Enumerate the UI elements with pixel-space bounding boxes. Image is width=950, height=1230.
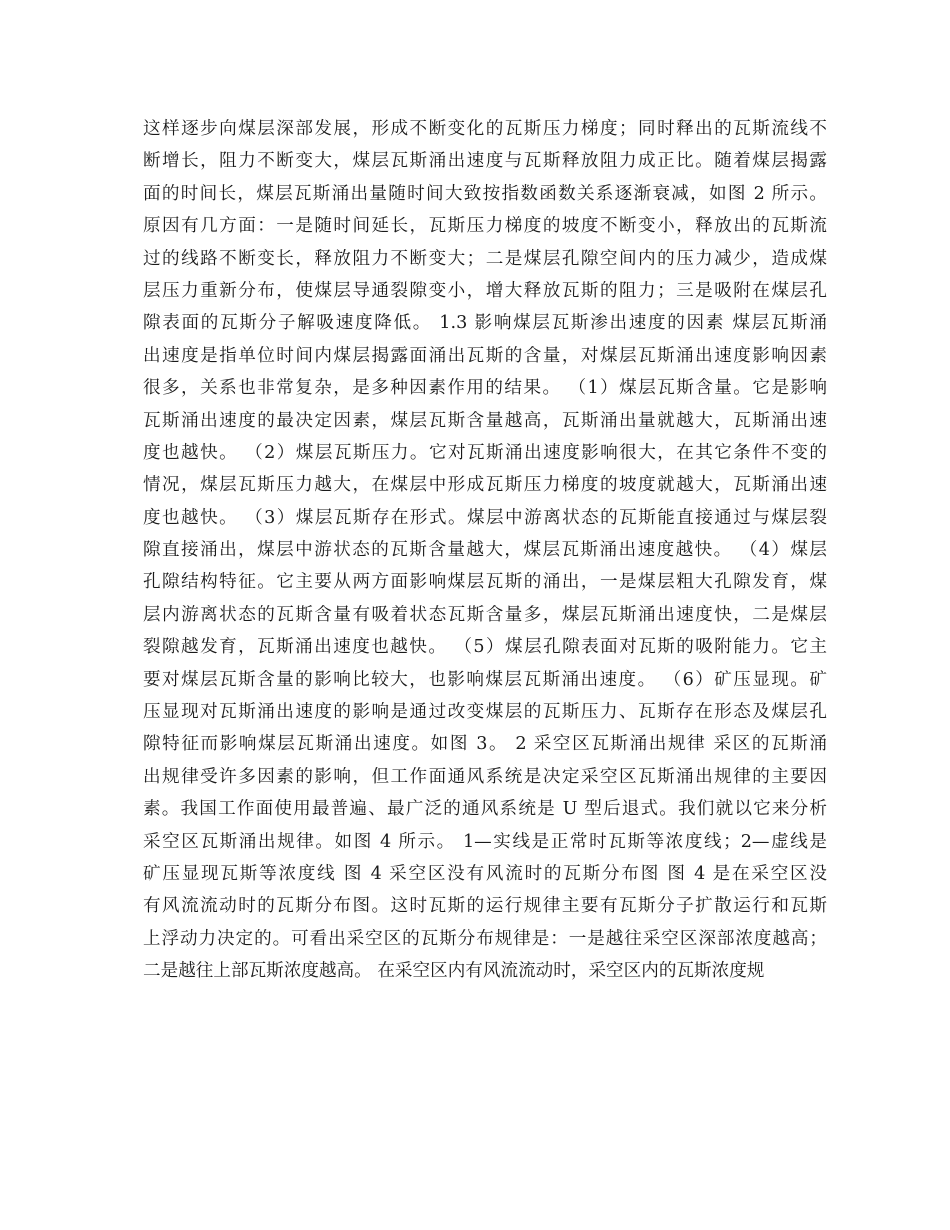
text-line: 情况，煤层瓦斯压力越大，在煤层中形成瓦斯压力梯度的坡度就越大，瓦斯涌出速: [143, 475, 827, 496]
body-text: [143, 113, 827, 988]
text-line: 断增长，阻力不断变大，煤层瓦斯涌出速度与瓦斯释放阻力成正比。随着煤层揭露: [143, 151, 827, 172]
text-line: 压显现对瓦斯涌出速度的影响是通过改变煤层的瓦斯压力、瓦斯存在形态及煤层孔: [143, 702, 827, 723]
text-line: 原因有几方面：一是随时间延长，瓦斯压力梯度的坡度不断变小，释放出的瓦斯流: [143, 216, 827, 237]
text-line: 隙直接涌出，煤层中游状态的瓦斯含量越大，煤层瓦斯涌出速度越快。 （4）煤层: [143, 540, 827, 561]
text-line: 裂隙越发育，瓦斯涌出速度也越快。 （5）煤层孔隙表面对瓦斯的吸附能力。它主: [143, 637, 827, 658]
text-line: 隙特征而影响煤层瓦斯涌出速度。如图 3。 2 采空区瓦斯涌出规律 采区的瓦斯涌: [143, 734, 827, 755]
text-line: 度也越快。 （2）煤层瓦斯压力。它对瓦斯涌出速度影响很大，在其它条件不变的: [143, 442, 827, 463]
text-line: 隙表面的瓦斯分子解吸速度降低。 1.3 影响煤层瓦斯渗出速度的因素 煤层瓦斯涌: [143, 313, 827, 334]
text-line: 面的时间长，煤层瓦斯涌出量随时间大致按指数函数关系逐渐衰减，如图 2 所示。: [143, 183, 827, 204]
text-line: 采空区瓦斯涌出规律。如图 4 所示。 1—实线是正常时瓦斯等浓度线；2—虚线是: [143, 831, 827, 852]
text-line: 上浮动力决定的。可看出采空区的瓦斯分布规律是：一是越往采空区深部浓度越高；: [143, 928, 827, 949]
text-line: 度也越快。 （3）煤层瓦斯存在形式。煤层中游离状态的瓦斯能直接通过与煤层裂: [143, 507, 827, 528]
text-line: 有风流流动时的瓦斯分布图。这时瓦斯的运行规律主要有瓦斯分子扩散运行和瓦斯: [143, 896, 827, 917]
text-line: 瓦斯涌出速度的最决定因素，煤层瓦斯含量越高，瓦斯涌出量就越大，瓦斯涌出速: [143, 410, 827, 431]
text-line: 孔隙结构特征。它主要从两方面影响煤层瓦斯的涌出，一是煤层粗大孔隙发育，煤: [143, 572, 827, 593]
text-line: 这样逐步向煤层深部发展，形成不断变化的瓦斯压力梯度；同时释出的瓦斯流线不: [143, 119, 827, 139]
text-line: 很多，关系也非常复杂，是多种因素作用的结果。 （1）煤层瓦斯含量。它是影响: [143, 378, 827, 399]
text-line: 矿压显现瓦斯等浓度线 图 4 采空区没有风流时的瓦斯分布图 图 4 是在采空区没: [143, 863, 827, 884]
text-line: 要对煤层瓦斯含量的影响比较大，也影响煤层瓦斯涌出速度。 （6）矿压显现。矿: [143, 669, 827, 690]
text-line: 素。我国工作面使用最普遍、最广泛的通风系统是 U 型后退式。我们就以它来分析: [143, 799, 827, 820]
text-line: 二是越往上部瓦斯浓度越高。 在采空区内有风流流动时，采空区内的瓦斯浓度规: [143, 961, 765, 982]
text-line: 出规律受许多因素的影响，但工作面通风系统是决定采空区瓦斯涌出规律的主要因: [143, 766, 827, 787]
text-line: 出速度是指单位时间内煤层揭露面涌出瓦斯的含量，对煤层瓦斯涌出速度影响因素: [143, 345, 827, 366]
text-line: 层内游离状态的瓦斯含量有吸着状态瓦斯含量多，煤层瓦斯涌出速度快，二是煤层: [143, 604, 827, 625]
text-line: 过的线路不断变长，释放阻力不断变大；二是煤层孔隙空间内的压力减少，造成煤: [143, 248, 827, 269]
text-line: 层压力重新分布，使煤层导通裂隙变小，增大释放瓦斯的阻力；三是吸附在煤层孔: [143, 280, 827, 301]
